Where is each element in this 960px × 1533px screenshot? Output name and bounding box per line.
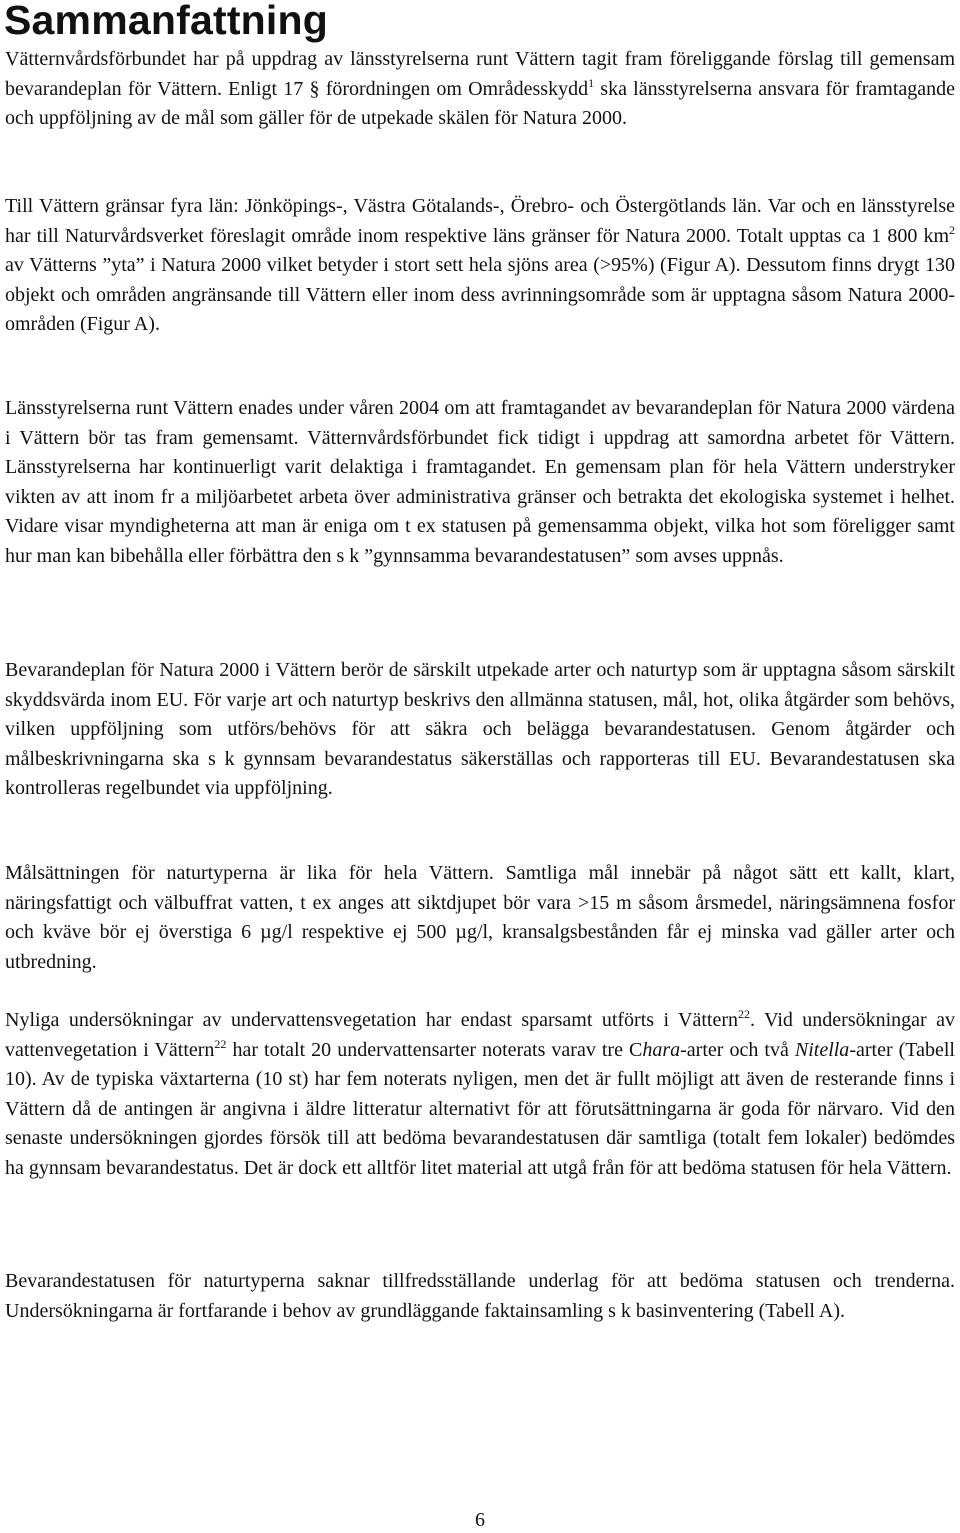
paragraph-vegetation: [5, 1006, 955, 1184]
paragraph-text: av Vätterns ”yta” i Natura 2000 vilket betyder i stort sett hela sjöns area (>95%) (Figur A). Dessutom finns drygt 130 objekt och områden angränsande till Vättern eller inom dess avrinningsområde som är upptagna såsom Natura 2000-områden (Figur A).: [5, 254, 955, 336]
paragraph-status: Bevarandestatusen för naturtyperna saknar tillfredsställande underlag för att bedöma statusen och trenderna. Undersökningarna är fortfarande i behov av grundläggande faktainsamling s k basinventering (Tabell A).: [5, 1270, 955, 1322]
footnote-ref: 1: [588, 75, 595, 90]
paragraph-text: -arter (Tabell 10). Av de typiska växtarterna (10 st) har fem noterats nyligen, men det är fullt möjligt att även de resterande finns i Vättern då de antingen är angivna i äldre litteratur alternativt för att förutsättningarna är goda för närvaro. Vid den senaste undersökningen gjordes försök till att bedöma bevarandestatusen där samtliga (totalt fem lokaler) bedömdes ha gynnsam bevarandestatus. Det är dock ett alltför litet material att utgå från för att bedöma statusen för hela Vättern.: [5, 1038, 955, 1179]
footnote-ref: 22: [738, 1007, 751, 1021]
paragraph-collaboration: Länsstyrelserna runt Vättern enades under våren 2004 om att framtagandet av bevarandeplan för Natura 2000 värdena i Vättern bör tas fram gemensamt. Vätternvårdsförbundet fick tidigt i uppdrag att samordna arbetet för Vättern. Länsstyrelserna har kontinuerligt varit delaktiga i framtagandet. En gemensam plan för hela Vättern understryker vikten av att inom fr a miljöarbetet arbeta över administrativa gränser och betrakta det ekologiska systemet i helhet. Vidare visar myndigheterna att man är eniga om t ex statusen på gemensamma objekt, vilka hot som föreligger samt hur man kan bibehålla eller förbättra den s k ”gynnsamma bevarandestatusen” som avses uppnås.: [5, 397, 955, 567]
superscript: 2: [949, 222, 955, 237]
paragraph-text: Vätternvårdsförbundet har på uppdrag av länsstyrelserna runt Vättern tagit fram föreliggande förslag till gemensam bevarandeplan för Vättern. Enligt 17 § förordningen om Områdesskydd: [5, 48, 955, 100]
taxon-name-nitella: Nitella: [794, 1038, 850, 1061]
paragraph-text: ska länsstyrelserna ansvara för framtagande och uppföljning av de mål som gäller för de utpekade skälen för Natura 2000.: [5, 77, 956, 130]
paragraph-text: . Vid undersökningar av vattenvegetation i Vättern: [5, 1009, 955, 1061]
taxon-name-chara: hara: [642, 1038, 681, 1061]
paragraph-plan-scope: Bevarandeplan för Natura 2000 i Vättern berör de särskilt utpekade arter och naturtyp som är upptagna såsom särskilt skyddsvärda inom EU. För varje art och naturtyp beskrivs den allmänna statusen, mål, hot, olika åtgärder som behövs, vilken uppföljning som utförs/behövs för att säkra och belägga bevarandestatusen. Genom åtgärder och målbeskrivningarna ska s k gynnsam bevarandestatus säkerställas och rapporteras till EU. Bevarandestatusen ska kontrolleras regelbundet via uppföljning.: [5, 659, 955, 800]
paragraph-text: Till Vättern gränsar fyra län: Jönköpings-, Västra Götalands-, Örebro- och Östergötlands län. Var och en länsstyrelse har till Naturvårdsverket föreslagit område inom respektive läns gränser för Natura 2000. Totalt upptas ca 1 800 km: [5, 195, 955, 247]
paragraph-text: -arter och två: [680, 1038, 795, 1061]
paragraph-text: har totalt 20 undervattensarter noterats varav tre C: [226, 1038, 643, 1061]
page-title: Sammanfattning: [4, 0, 328, 43]
page-number: 6: [475, 1509, 485, 1531]
paragraph-objectives: Målsättningen för naturtyperna är lika för hela Vättern. Samtliga mål innebär på något sätt ett kallt, klart, näringsfattigt och välbuffrat vatten, t ex anges att siktdjupet bör vara >15 m såsom årsmedel, näringsämnena fosfor och kväve bör ej överstiga 6 µg/l respektive ej 500 µg/l, kransalgsbestånden får ej minska vad gäller arter och utbredning.: [5, 862, 955, 973]
footnote-ref: 22: [214, 1036, 227, 1051]
paragraph-counties: [5, 192, 955, 340]
paragraph-text: Nyliga undersökningar av undervattensvegetation har endast sparsamt utförts i Vättern: [5, 1009, 739, 1031]
paragraph-intro: [5, 45, 955, 134]
